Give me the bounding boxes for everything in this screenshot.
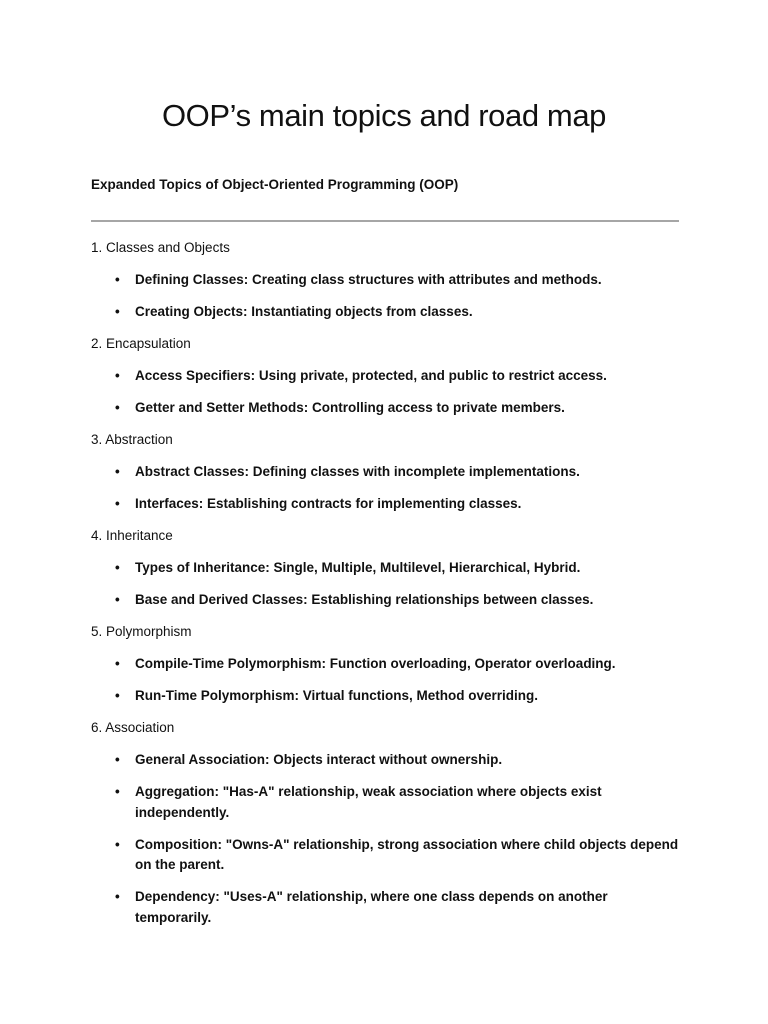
topic-section <box>91 622 681 707</box>
bullet-list <box>91 750 681 928</box>
list-item <box>91 654 681 675</box>
list-item-text: Abstract Classes: Defining classes with incomplete implementations. <box>135 464 580 479</box>
bullet-icon: • <box>115 560 120 575</box>
section-heading: 2. Encapsulation <box>91 336 191 351</box>
bullet-icon: • <box>115 496 120 511</box>
bullet-icon: • <box>115 592 120 607</box>
list-item-text: Creating Objects: Instantiating objects from classes. <box>135 304 473 319</box>
list-item-text: Base and Derived Classes: Establishing relationships between classes. <box>135 592 594 607</box>
topic-section <box>91 526 681 611</box>
document-subtitle: Expanded Topics of Object-Oriented Programming (OOP) <box>91 177 459 192</box>
list-item <box>91 835 681 876</box>
list-item <box>91 558 681 579</box>
section-heading: 4. Inheritance <box>91 528 173 543</box>
list-item <box>91 782 681 823</box>
list-item-text: Getter and Setter Methods: Controlling access to private members. <box>135 400 565 415</box>
section-heading: 1. Classes and Objects <box>91 240 230 255</box>
bullet-list <box>91 366 681 419</box>
list-item-text: Composition: "Owns-A" relationship, strong association where child objects depend on the parent. <box>135 836 679 872</box>
bullet-list <box>91 654 681 707</box>
list-item <box>91 366 681 387</box>
page-title: OOP’s main topics and road map <box>161 98 607 133</box>
bullet-icon: • <box>115 889 120 904</box>
list-item <box>91 302 681 323</box>
topics-list <box>91 238 681 940</box>
bullet-icon: • <box>115 784 120 799</box>
bullet-icon: • <box>115 400 120 415</box>
bullet-icon: • <box>115 272 120 287</box>
list-item-text: Aggregation: "Has-A" relationship, weak association where objects exist independently. <box>135 784 602 820</box>
list-item-text: Types of Inheritance: Single, Multiple, Multilevel, Hierarchical, Hybrid. <box>135 560 581 575</box>
list-item-text: Run-Time Polymorphism: Virtual functions, Method overriding. <box>135 688 539 703</box>
bullet-icon: • <box>115 368 120 383</box>
list-item-text: Compile-Time Polymorphism: Function overloading, Operator overloading. <box>135 656 616 671</box>
list-item <box>91 462 681 483</box>
bullet-icon: • <box>115 836 120 852</box>
bullet-icon: • <box>115 656 120 671</box>
bullet-icon: • <box>115 688 120 703</box>
list-item <box>91 686 681 707</box>
section-heading: 3. Abstraction <box>91 432 173 447</box>
section-heading: 5. Polymorphism <box>91 624 192 639</box>
bullet-list <box>91 270 681 323</box>
topic-section <box>91 238 681 323</box>
list-item-text: General Association: Objects interact without ownership. <box>135 752 503 767</box>
list-item <box>91 270 681 291</box>
bullet-list <box>91 558 681 611</box>
bullet-icon: • <box>115 752 120 767</box>
topic-section <box>91 334 681 419</box>
list-item-text: Defining Classes: Creating class structures with attributes and methods. <box>135 272 602 287</box>
list-item <box>91 590 681 611</box>
bullet-icon: • <box>115 464 120 479</box>
section-heading: 6. Association <box>91 720 175 735</box>
list-item-text: Access Specifiers: Using private, protected, and public to restrict access. <box>135 368 607 383</box>
list-item <box>91 887 681 928</box>
list-item-text: Dependency: "Uses-A" relationship, where one class depends on another temporarily. <box>135 889 608 925</box>
bullet-icon: • <box>115 304 120 319</box>
topic-section <box>91 718 681 928</box>
topic-section <box>91 430 681 515</box>
list-item <box>91 494 681 515</box>
list-item <box>91 750 681 771</box>
list-item-text: Interfaces: Establishing contracts for implementing classes. <box>135 496 522 511</box>
bullet-list <box>91 462 681 515</box>
list-item <box>91 398 681 419</box>
horizontal-divider <box>91 220 679 222</box>
